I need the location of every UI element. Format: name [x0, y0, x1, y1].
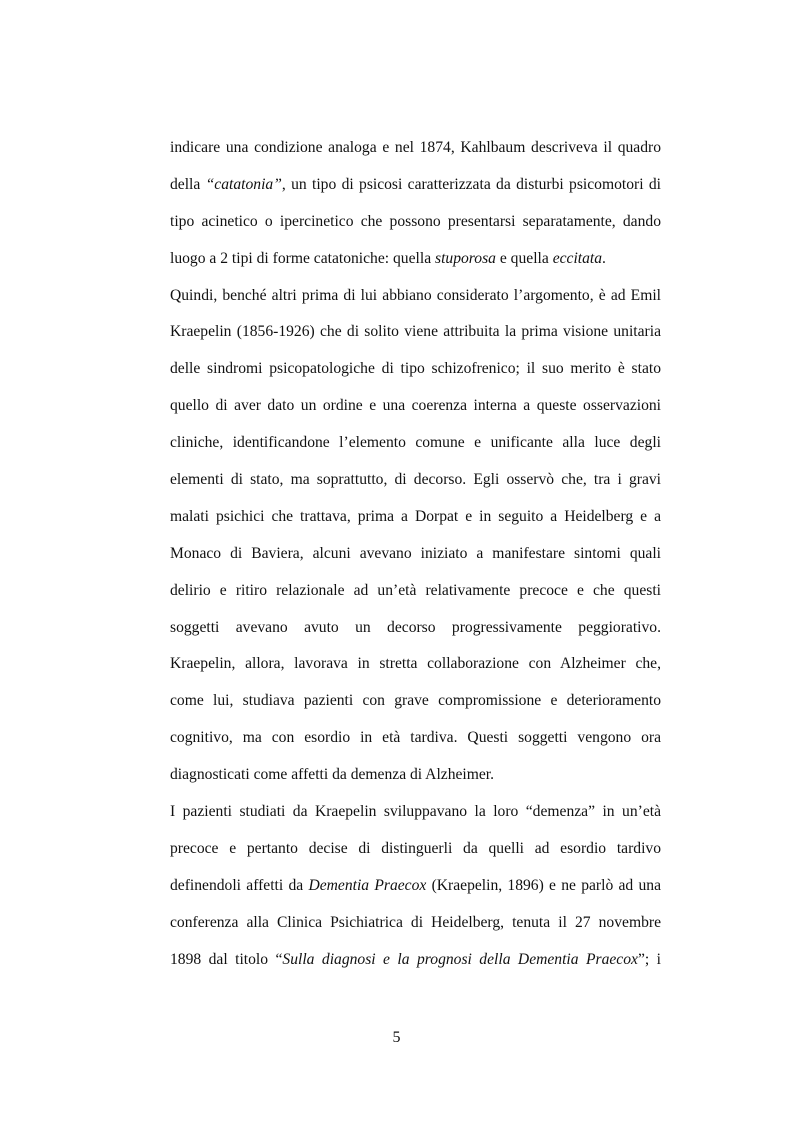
- text-line: [170, 204, 661, 241]
- italic-text: Sulla diagnosi e la prognosi della Dementia Praecox: [282, 950, 638, 968]
- text-line: [170, 868, 661, 905]
- text-line: [170, 536, 661, 573]
- italic-text: stuporosa: [435, 249, 496, 267]
- text-line: [170, 757, 661, 794]
- text-segment: indicare una condizione analoga e nel 1874, Kahlbaum descriveva il quadro: [170, 139, 661, 156]
- text-segment: definendoli affetti da: [170, 876, 309, 894]
- text-segment: precoce e pertanto decise di distinguerli da quelli ad esordio tardivo: [170, 839, 661, 857]
- text-segment: e quella: [495, 249, 553, 267]
- text-segment: (Kraepelin, 1896) e ne parlò ad una: [426, 876, 661, 894]
- text-segment: della: [170, 175, 206, 193]
- text-segment: elementi di stato, ma soprattutto, di decorso. Egli osservò che, tra i gravi: [170, 471, 661, 489]
- text-line: [170, 278, 661, 315]
- text-segment: tipo acinetico o ipercinetico che possono presentarsi separatamente, dando: [170, 212, 661, 230]
- italic-text: “catatonia”: [205, 175, 282, 193]
- text-segment: conferenza alla Clinica Psichiatrica di Heidelberg, tenuta il 27 novembre: [170, 913, 661, 931]
- text-segment: Kraepelin (1856-1926) che di solito viene attribuita la prima visione unitaria: [170, 323, 661, 341]
- text-line: [170, 462, 661, 499]
- text-line: [170, 351, 661, 388]
- text-segment: I pazienti studiati da Kraepelin sviluppavano la loro “demenza” in un’età: [170, 803, 661, 821]
- text-segment: diagnosticati come affetti da demenza di Alzheimer.: [170, 766, 495, 784]
- text-segment: luogo a 2 tipi di forme catatoniche: quella: [170, 249, 436, 267]
- text-line: [170, 646, 661, 683]
- text-line: [170, 241, 661, 278]
- text-segment: , un tipo di psicosi caratterizzata da disturbi psicomotori di: [281, 175, 661, 193]
- body-text: [170, 130, 661, 978]
- page-number: 5: [392, 1029, 401, 1046]
- text-line: [170, 794, 661, 831]
- text-segment: come lui, studiava pazienti con grave compromissione e deterioramento: [170, 692, 661, 710]
- text-segment: malati psichici che trattava, prima a Dorpat e in seguito a Heidelberg e a: [170, 507, 661, 525]
- text-segment: soggetti avevano avuto un decorso progressivamente peggiorativo.: [170, 618, 661, 636]
- text-line: [170, 314, 661, 351]
- text-line: [170, 720, 661, 757]
- text-line: [170, 831, 661, 868]
- text-segment: Monaco di Baviera, alcuni avevano iniziato a manifestare sintomi quali: [170, 544, 661, 562]
- italic-text: Dementia Praecox: [308, 876, 427, 894]
- text-segment: quello di aver dato un ordine e una coerenza interna a queste osservazioni: [170, 397, 661, 415]
- text-segment: Quindi, benché altri prima di lui abbiano considerato l’argomento, è ad Emil: [170, 286, 661, 304]
- text-line: [170, 425, 661, 462]
- text-line: [170, 167, 661, 204]
- text-segment: ”; i: [637, 950, 661, 968]
- text-segment: cliniche, identificandone l’elemento comune e unificante alla luce degli: [170, 434, 661, 452]
- text-segment: delirio e ritiro relazionale ad un’età relativamente precoce e che questi: [170, 581, 661, 599]
- text-line: [170, 905, 661, 942]
- text-segment: cognitivo, ma con esordio in età tardiva. Questi soggetti vengono ora: [170, 729, 661, 747]
- italic-text: eccitata: [552, 249, 603, 267]
- text-segment: delle sindromi psicopatologiche di tipo schizofrenico; il suo merito è stato: [170, 360, 661, 378]
- text-segment: .: [602, 249, 606, 267]
- text-line: [170, 499, 661, 536]
- text-line: [170, 130, 661, 167]
- text-line: [170, 683, 661, 720]
- text-line: [170, 388, 661, 425]
- text-line: [170, 573, 661, 610]
- text-line: [170, 610, 661, 647]
- text-segment: Kraepelin, allora, lavorava in stretta collaborazione con Alzheimer che,: [170, 655, 661, 673]
- text-segment: 1898 dal titolo “: [170, 950, 283, 968]
- text-line: [170, 942, 661, 979]
